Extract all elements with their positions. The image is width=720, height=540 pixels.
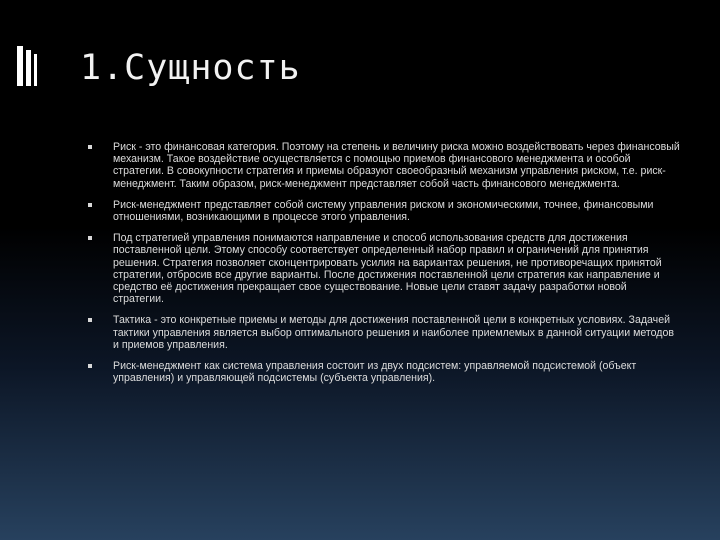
bullet-text: Риск - это финансовая категория. Поэтому на степень и величину риска можно воздействовать через финансовый механизм. Такое воздействие осуществляется с помощью приемов финансового менеджмента и особой стратегии. В совокупности стратегия и приемы образуют своеобразный механизм управления риском, т.е. риск-менеджмент. Таким образом, риск-менеджмент представляет собой часть финансового менеджмента. (113, 141, 680, 190)
bullet-text: Риск-менеджмент представляет собой систему управления риском и экономическими, точнее, финансовыми отношениями, возникающими в процессе этого управления. (113, 198, 654, 224)
bullet-text: Риск-менеджмент как система управления состоит из двух подсистем: управляемой подсистемой (объект управления) и управляющей подсистемы (субъекта управления). (113, 360, 637, 385)
bullet-text: Тактика - это конкретные приемы и методы для достижения поставленной цели в конкретных условиях. Задачей тактики управления является выбор оптимального решения и наиболее приемлемых в данной ситуации методов и приемов управления. (113, 314, 674, 351)
bullet-item (88, 141, 680, 190)
slide-title: 1.Сущность (80, 48, 301, 88)
accent-bar (34, 54, 37, 86)
accent-bar (17, 46, 23, 86)
bullet-item (88, 232, 680, 305)
accent-bar (26, 50, 31, 86)
square-bullet-icon (88, 364, 92, 368)
bullet-item (88, 360, 680, 384)
square-bullet-icon (88, 318, 92, 322)
bullet-item (88, 314, 680, 351)
bullet-list (88, 141, 680, 393)
square-bullet-icon (88, 203, 92, 207)
square-bullet-icon (88, 145, 92, 149)
bullet-item (88, 199, 680, 223)
square-bullet-icon (88, 236, 92, 240)
bullet-text: Под стратегией управления понимаются направление и способ использования средств для достижения поставленной цели. Этому способу соответствует определенный набор правил и ограничений для принятия решения. Стратегия позволяет сконцентрировать усилия на вариантах решения, не противоречащих принятой стратегии, отбросив все другие варианты. После достижения поставленной цели стратегия как направление и средство её достижения прекращает свое существование. Новые цели ставят задачу разработки новой стратегии. (113, 232, 662, 306)
